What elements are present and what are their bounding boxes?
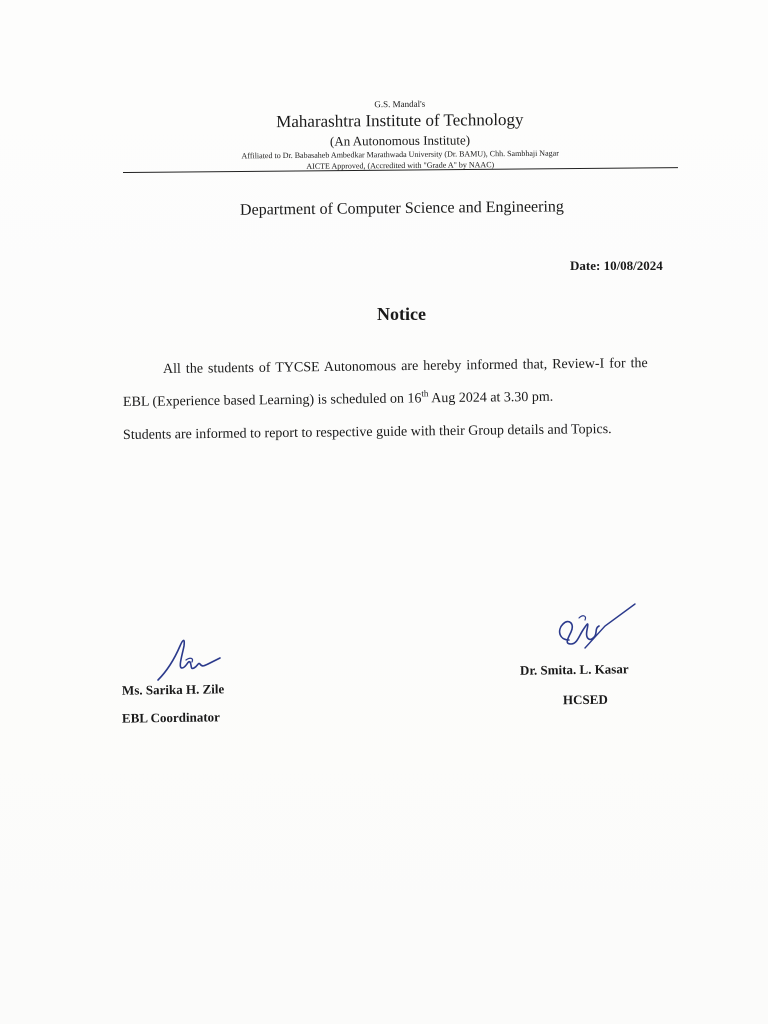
handwritten-signature-coordinator — [152, 634, 232, 688]
coordinator-role: EBL Coordinator — [121, 709, 220, 726]
notice-title: Notice — [377, 304, 426, 324]
body-line-2-end: Aug 2024 at 3.30 pm. — [428, 389, 554, 407]
approval-line: AICTE Approved, (Accredited with "Grade A" by NAAC) — [306, 160, 495, 171]
body-line-3: Students are informed to report to respective guide with their Group details and Topics. — [122, 422, 612, 443]
notice-date: Date: 10/08/2024 — [570, 258, 663, 273]
signature-block-coordinator — [122, 634, 302, 744]
body-line-2-start: EBL (Experience based Learning) is scheduled on 16 — [122, 391, 422, 410]
letterhead — [120, 96, 681, 174]
affiliation-line: Affiliated to Dr. Babasaheb Ambedkar Marathwada University (Dr. BAMU), Chh. Sambhaji Nagar — [241, 148, 559, 161]
department-heading: Department of Computer Science and Engineering — [239, 198, 564, 219]
body-line-1: All the students of TYCSE Autonomous are hereby informed that, Review-I for the — [162, 356, 648, 377]
handwritten-signature-hod — [545, 600, 645, 660]
hod-role: HCSED — [562, 691, 608, 708]
institute-status: (An Autonomous Institute) — [329, 132, 471, 149]
society-name: G.S. Mandal's — [374, 98, 426, 110]
body-line-2 — [123, 387, 553, 411]
ordinal-suffix: th — [421, 388, 429, 399]
coordinator-name: Ms. Sarika H. Zile — [121, 681, 225, 698]
hod-name: Dr. Smita. L. Kasar — [519, 661, 629, 678]
institute-name: Maharashtra Institute of Technology — [276, 109, 524, 132]
signature-block-hod — [515, 600, 665, 720]
